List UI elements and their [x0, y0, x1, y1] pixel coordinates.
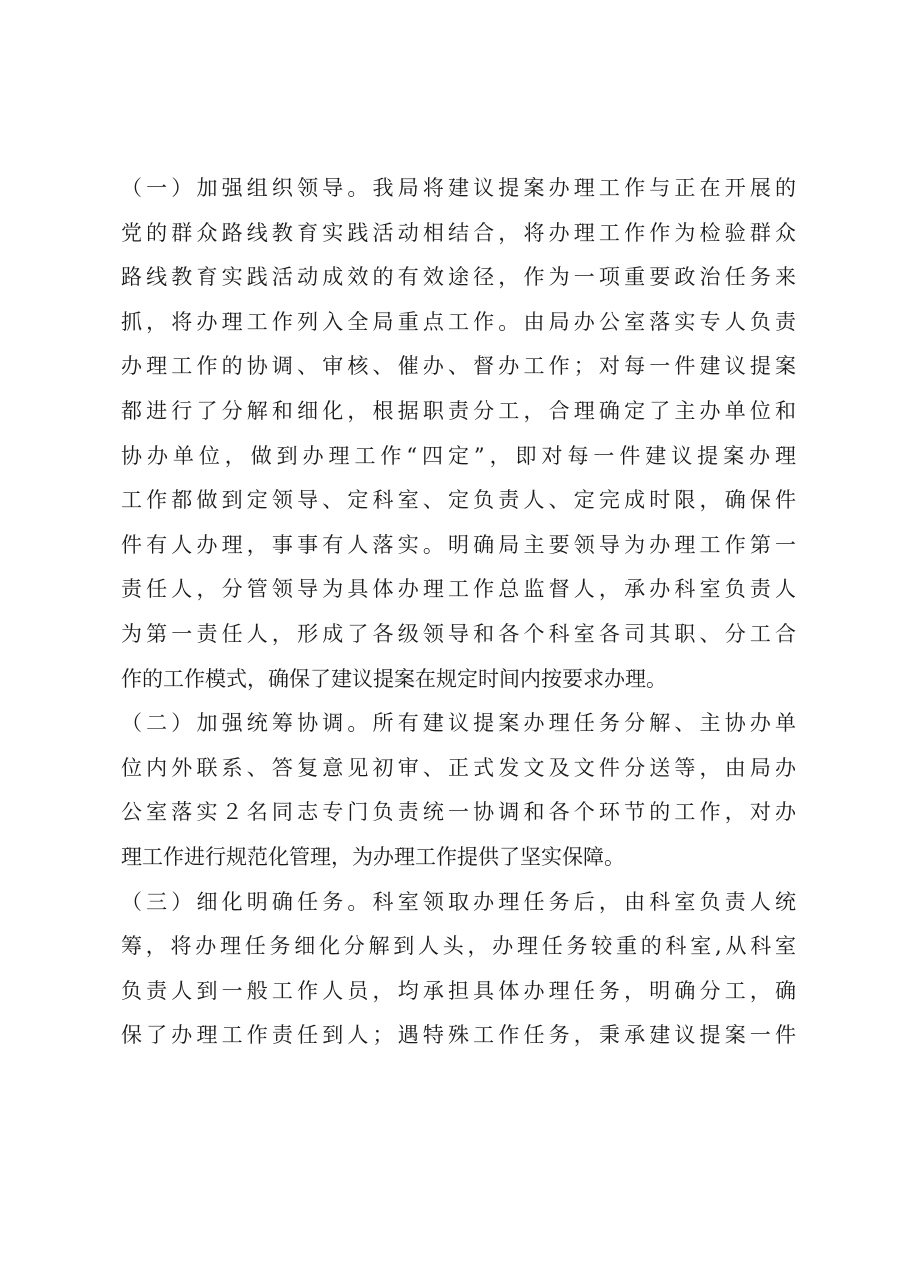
text-line: 党的群众路线教育实践活动相结合，将办理工作作为检验群众: [121, 220, 796, 245]
text-line: 作的工作模式，确保了建议提案在规定时间内按要求办理。: [121, 666, 667, 691]
text-line: 办理工作的协调、审核、催办、督办工作；对每一件建议提案: [121, 354, 796, 379]
text-line: 协办单位，做到办理工作“四定”，即对每一件建议提案办理: [121, 443, 796, 468]
text-line: 都进行了分解和细化，根据职责分工，合理确定了主办单位和: [121, 398, 796, 423]
text-line: （一）加强组织领导。我局将建议提案办理工作与正在开展的: [121, 176, 796, 200]
text-line: 公室落实２名同志专门负责统一协调和各个环节的工作，对办: [121, 800, 796, 825]
document-body: [121, 166, 796, 1058]
text-line: 抓，将办理工作列入全局重点工作。由局办公室落实专人负责: [121, 309, 796, 334]
text-line: 理工作进行规范化管理，为办理工作提供了坚实保障。: [121, 844, 625, 869]
text-line: 责任人，分管领导为具体办理工作总监督人，承办科室负责人: [121, 577, 796, 602]
text-line: 负责人到一般工作人员，均承担具体办理任务，明确分工，确: [121, 978, 796, 1003]
text-line: 工作都做到定领导、定科室、定负责人、定完成时限，确保件: [121, 488, 796, 513]
paragraph-1: [121, 166, 796, 701]
text-line: （三）细化明确任务。科室领取办理任务后，由科室负责人统: [121, 889, 796, 914]
text-line: 位内外联系、答复意见初审、正式发文及文件分送等，由局办: [121, 755, 796, 780]
paragraph-3: [121, 880, 796, 1058]
text-line: 为第一责任人，形成了各级领导和各个科室各司其职、分工合: [121, 621, 796, 646]
text-line: 件有人办理，事事有人落实。明确局主要领导为办理工作第一: [121, 532, 796, 557]
text-line: 保了办理工作责任到人；遇特殊工作任务，秉承建议提案一件: [121, 1023, 796, 1048]
text-line: （二）加强统筹协调。所有建议提案办理任务分解、主协办单: [121, 711, 796, 736]
text-line: 筹，将办理任务细化分解到人头，办理任务较重的科室,从科室: [121, 934, 796, 959]
text-line: 路线教育实践活动成效的有效途径，作为一项重要政治任务来: [121, 265, 796, 290]
paragraph-2: [121, 701, 796, 879]
